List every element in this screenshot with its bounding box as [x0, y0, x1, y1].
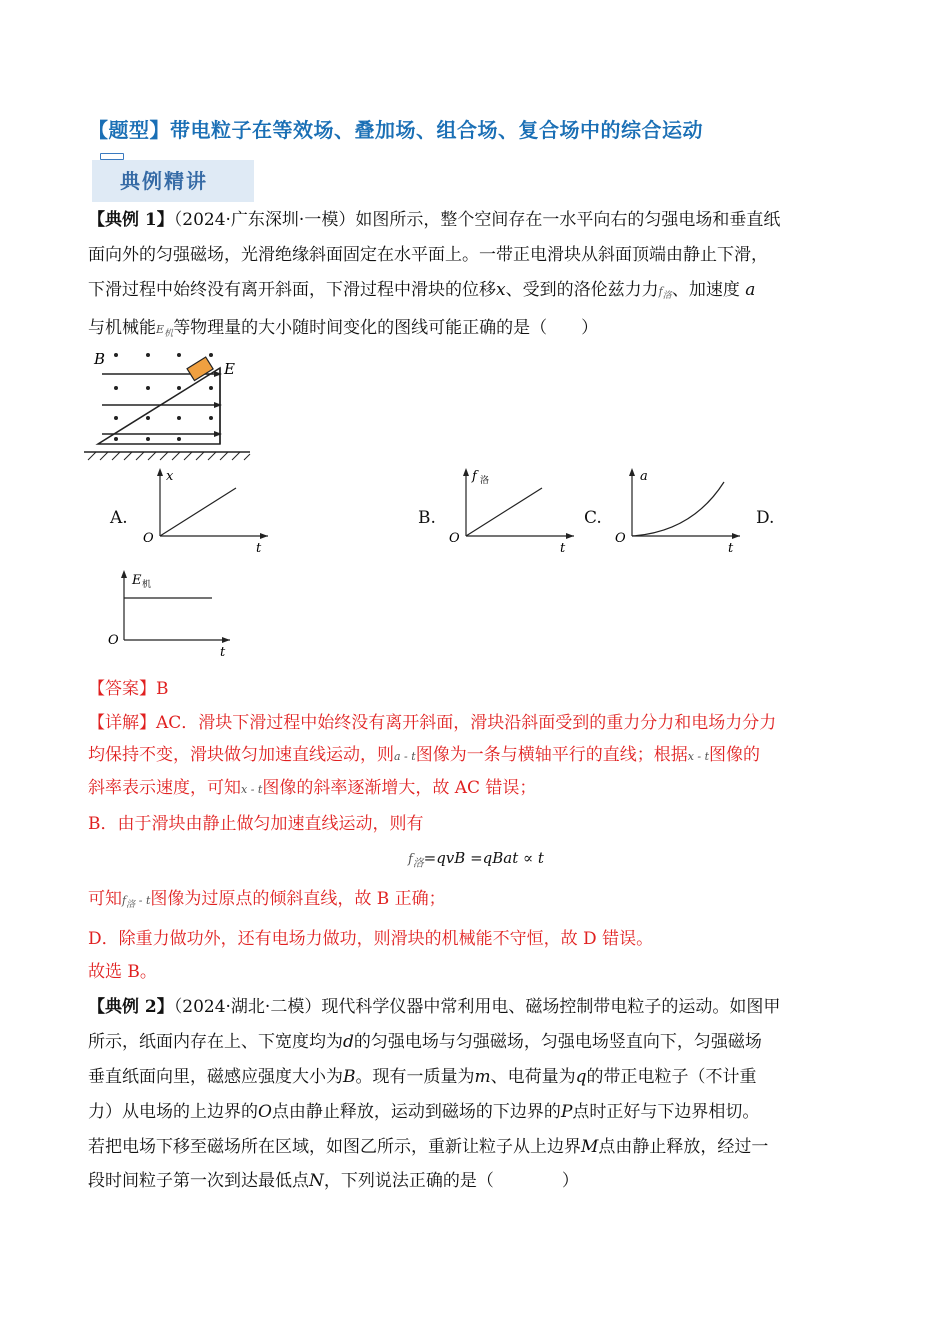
option-b[interactable]: B. [418, 508, 436, 528]
graph-c [612, 466, 747, 556]
example2-line2: 所示，纸面内存在上、下宽度均为d的匀强电场与匀强磁场，匀强电场竖直向下，匀强磁场 [88, 1032, 762, 1052]
detail-line3: 斜率表示速度，可知x - t图像的斜率逐渐增大，故 AC 错误； [88, 778, 537, 798]
example1-tag: 【典例 1】 [88, 210, 174, 230]
answer: 【答案】B [88, 679, 169, 699]
svg-text:f: f [472, 469, 477, 484]
detail-line7: 故选 B。 [88, 962, 157, 982]
formula: $f_洛=qvB$ =qBat ∝ t [408, 849, 544, 870]
example1-line4: 与机械能$E_机$等物理量的大小随时间变化的图线可能正确的是（ ） [88, 318, 599, 340]
svg-text:洛: 洛 [480, 476, 490, 486]
slider-block [187, 357, 213, 381]
detail-line1: 【详解】AC．滑块下滑过程中始终没有离开斜面，滑块沿斜面受到的重力分力和电场力分力 [88, 713, 777, 733]
section-title: 【题型】带电粒子在等效场、叠加场、组合场、复合场中的综合运动 [88, 118, 703, 142]
graph-a [138, 466, 273, 556]
svg-text:机: 机 [142, 580, 152, 590]
example1-line3: 下滑过程中始终没有离开斜面，下滑过程中滑块的位移x、受到的洛伦兹力力$f_洛$、加速度 a [88, 280, 756, 302]
detail-line2: 均保持不变，滑块做匀加速直线运动，则a - t图像为一条与横轴平行的直线；根据x - t图像的 [88, 745, 761, 765]
example1-line1: 【典例 1】（2024·广东深圳·一模）如图所示，整个空间存在一水平向右的匀强电场和垂直纸 [88, 210, 781, 230]
svg-text:t: t [728, 541, 734, 556]
svg-text:x: x [166, 469, 174, 484]
svg-text:O: O [108, 633, 119, 648]
example2-tag: 【典例 2】 [88, 997, 174, 1017]
svg-text:E: E [132, 573, 142, 588]
svg-text:O: O [449, 531, 460, 546]
section-badge: 典例精讲 [92, 160, 254, 202]
detail-line6: D．除重力做功外，还有电场力做功，则滑块的机械能不守恒，故 D 错误。 [88, 929, 654, 949]
svg-text:a: a [640, 469, 648, 484]
example2-line1: 【典例 2】（2024·湖北·二模）现代科学仪器中常利用电、磁场控制带电粒子的运动。如图甲 [88, 997, 781, 1017]
svg-text:O: O [615, 531, 626, 546]
svg-text:t: t [256, 541, 262, 556]
graph-d [104, 568, 239, 660]
option-d[interactable]: D. [756, 508, 775, 528]
option-a[interactable]: A. [110, 508, 128, 528]
svg-text:t: t [220, 645, 226, 660]
incline-figure [84, 346, 254, 464]
example2-line5: 若把电场下移至磁场所在区域，如图乙所示，重新让粒子从上边界M点由静止释放，经过一 [88, 1137, 769, 1157]
badge-decoration [100, 153, 124, 160]
detail-line4: B．由于滑块由静止做匀加速直线运动，则有 [88, 814, 424, 834]
svg-text:t: t [560, 541, 566, 556]
option-c[interactable]: C. [584, 508, 602, 528]
graph-b [446, 466, 581, 556]
detail-line5: 可知$f_洛$ - t图像为过原点的倾斜直线，故 B 正确； [88, 889, 446, 911]
example2-line3: 垂直纸面向里，磁感应强度大小为B。现有一质量为m、电荷量为q的带正电粒子（不计重 [88, 1067, 757, 1087]
example2-line4: 力）从电场的上边界的O点由静止释放，运动到磁场的下边界的P点时正好与下边界相切。 [88, 1102, 760, 1122]
svg-text:O: O [143, 531, 154, 546]
field-label-e: E [224, 360, 235, 378]
example2-line6: 段时间粒子第一次到达最低点N，下列说法正确的是（ ） [88, 1171, 579, 1191]
example1-line2: 面向外的匀强磁场，光滑绝缘斜面固定在水平面上。一带正电滑块从斜面顶端由静止下滑， [88, 245, 768, 265]
field-label-b: B [94, 350, 106, 368]
